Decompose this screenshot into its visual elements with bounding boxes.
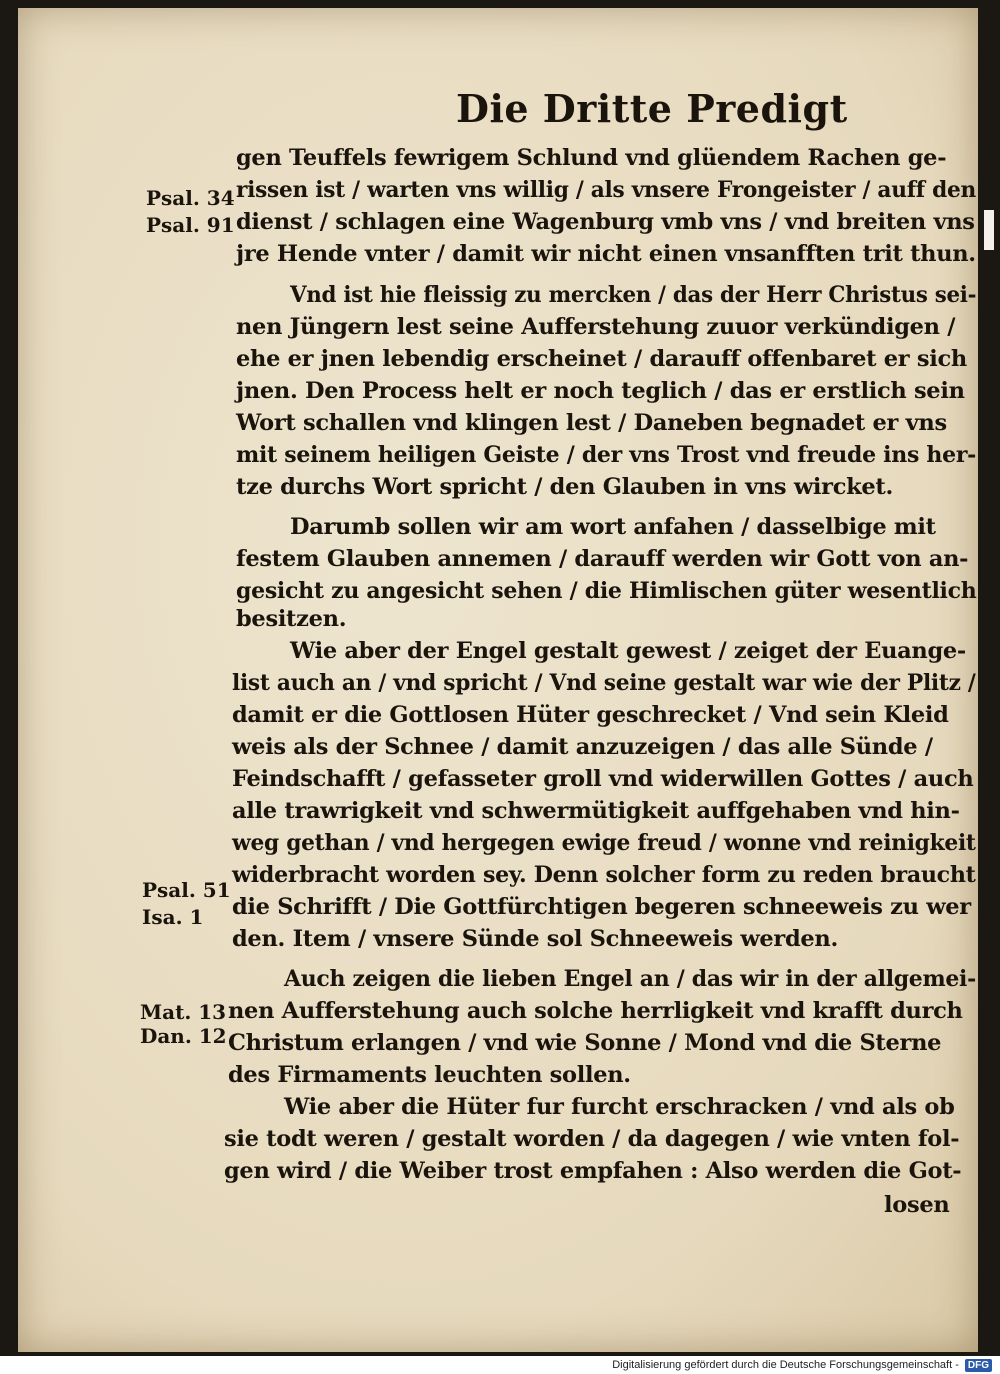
text-line: list auch an / vnd spricht / Vnd seine gestalt war wie der Plitz / — [232, 670, 976, 696]
text-line: jnen. Den Process helt er noch teglich / das er erstlich sein — [236, 378, 965, 404]
text-line: die Schrifft / Die Gottfürchtigen begeren schneeweis zu wer — [232, 894, 971, 920]
text-line: ehe er jnen lebendig erscheinet / darauff offenbaret er sich — [236, 346, 967, 372]
text-line: tze durchs Wort spricht / den Glauben in vns wircket. — [236, 474, 894, 500]
text-line: den. Item / vnsere Sünde sol Schneeweis werden. — [232, 926, 839, 952]
text-line: gesicht zu angesicht sehen / die Himlischen güter wesentlich — [236, 578, 977, 604]
text-line: jre Hende vnter / damit wir nicht einen vnsanfften trit thun. — [236, 241, 976, 267]
text-line: damit er die Gottlosen Hüter geschrecket / Vnd sein Kleid — [232, 702, 949, 728]
text-line: gen Teuffels fewrigem Schlund vnd glüendem Rachen ge- — [236, 145, 947, 171]
margin-note: Psal. 51 — [142, 878, 231, 902]
text-line: besitzen. — [236, 606, 347, 632]
text-line: dienst / schlagen eine Wagenburg vmb vns / vnd breiten vns — [236, 209, 975, 235]
text-line: Wie aber der Engel gestalt gewest / zeiget der Euange- — [290, 638, 966, 664]
text-line: sie todt weren / gestalt worden / da dagegen / wie vnten fol- — [224, 1126, 960, 1152]
text-line: Auch zeigen die lieben Engel an / das wir in der allgemei- — [284, 966, 976, 992]
text-line: losen — [884, 1192, 950, 1218]
margin-note: Psal. 91 — [146, 213, 235, 237]
margin-note: Dan. 12 — [140, 1024, 227, 1048]
dfg-logo: DFG — [965, 1359, 992, 1372]
text-line: Wort schallen vnd klingen lest / Daneben begnadet er vns — [236, 410, 947, 436]
text-line: nen Jüngern lest seine Aufferstehung zuuor verkündigen / — [236, 314, 956, 340]
margin-note: Psal. 34 — [146, 186, 235, 210]
text-line: nen Aufferstehung auch solche herrligkeit vnd krafft durch — [228, 998, 963, 1024]
text-line: mit seinem heiligen Geiste / der vns Trost vnd freude ins her- — [236, 442, 976, 468]
text-line: widerbracht worden sey. Denn solcher form zu reden braucht — [232, 862, 976, 888]
footer-text: Digitalisierung gefördert durch die Deutsche Forschungsgemeinschaft - — [612, 1359, 959, 1371]
text-line: alle trawrigkeit vnd schwermütigkeit auffgehaben vnd hin- — [232, 798, 960, 824]
text-line: des Firmaments leuchten sollen. — [228, 1062, 631, 1088]
text-line: Darumb sollen wir am wort anfahen / dasselbige mit — [290, 514, 936, 540]
margin-note: Mat. 13 — [140, 1000, 227, 1024]
text-line: gen wird / die Weiber trost empfahen : Also werden die Got- — [224, 1158, 962, 1184]
text-line: weis als der Schnee / damit anzuzeigen / das alle Sünde / — [232, 734, 933, 760]
margin-note: Isa. 1 — [142, 905, 204, 929]
text-line: Wie aber die Hüter fur furcht erschracken / vnd als ob — [284, 1094, 955, 1120]
scanned-page — [18, 8, 978, 1352]
text-line: Christum erlangen / vnd wie Sonne / Mond vnd die Sterne — [228, 1030, 942, 1056]
text-line: Vnd ist hie fleissig zu mercken / das der Herr Christus sei- — [290, 282, 977, 308]
footer-credit — [0, 1356, 1000, 1374]
page-edge-tab — [984, 210, 994, 250]
text-line: festem Glauben annemen / darauff werden wir Gott von an- — [236, 546, 969, 572]
text-line: rissen ist / warten vns willig / als vnsere Frongeister / auff den — [236, 177, 977, 203]
text-line: Feindschafft / gefasseter groll vnd widerwillen Gottes / auch — [232, 766, 974, 792]
text-line: weg gethan / vnd hergegen ewige freud / wonne vnd reinigkeit — [232, 830, 976, 856]
page-title: Die Dritte Predigt — [456, 86, 848, 131]
